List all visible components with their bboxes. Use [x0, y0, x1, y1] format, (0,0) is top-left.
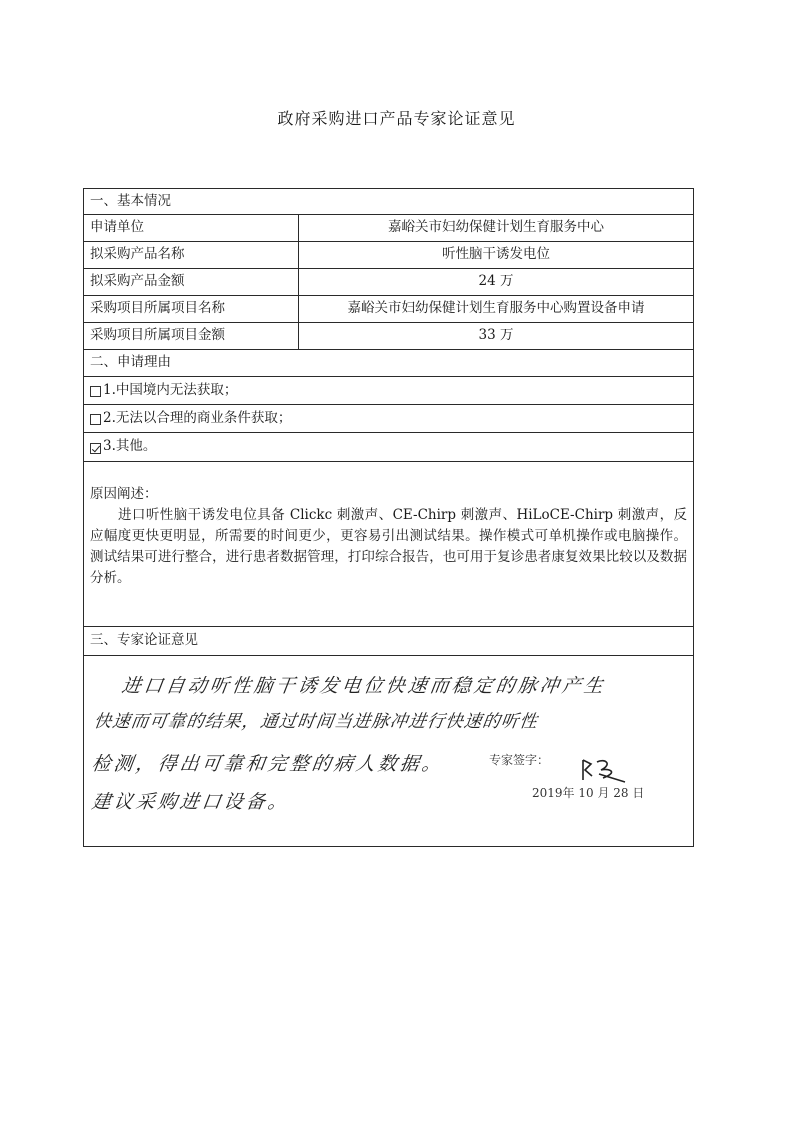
signature-label: 专家签字：	[489, 753, 550, 767]
info-row-product-name	[84, 242, 693, 269]
info-value: 嘉峪关市妇幼保健计划生育服务中心购置设备申请	[347, 300, 645, 317]
option-label: 3.其他。	[103, 438, 157, 455]
handwritten-line-4: 建议采购进口设备。	[90, 791, 292, 813]
reason-text: 进口听性脑干诱发电位具备 Clickc 刺激声、CE-Chirp 刺激声、HiLoCE-Chirp 刺激声，反应幅度更快更明显，所需要的时间更少，更容易引出测试结果。操作模式可单机操作或电脑操作。 测试结果可进行整合，进行患者数据管理，打印综合报告，也可用于复诊患者康复效果比较以及数据分析。	[90, 507, 687, 586]
info-label: 采购项目所属项目金额	[84, 323, 299, 349]
section-reason-heading-row	[84, 350, 693, 377]
signature-mark	[579, 754, 639, 786]
info-row-applicant	[84, 215, 693, 242]
option-row-2	[84, 405, 693, 433]
option-row-3	[84, 433, 693, 462]
info-row-product-amount	[84, 269, 693, 296]
option-label: 2.无法以合理的商业条件获取；	[103, 409, 292, 426]
checkbox-unchecked[interactable]	[90, 414, 101, 425]
reason-title: 原因阐述：	[90, 486, 158, 502]
handwritten-line-2: 快速而可靠的结果，通过时间当进脉冲进行快速的听性	[92, 712, 540, 732]
info-value: 听性脑干诱发电位	[442, 246, 550, 263]
checkbox-checked[interactable]	[90, 443, 101, 454]
expert-opinion-area	[84, 656, 693, 846]
handwritten-line-3: 检测，得出可靠和完整的病人数据。	[90, 753, 446, 775]
section-expert-heading: 三、专家论证意见	[90, 632, 198, 649]
info-value: 24 万	[478, 273, 514, 290]
info-label: 申请单位	[84, 215, 299, 241]
info-label: 采购项目所属项目名称	[84, 296, 299, 322]
document-title: 政府采购进口产品专家论证意见	[277, 109, 516, 128]
checkbox-unchecked[interactable]	[90, 386, 101, 397]
section-basic-heading: 一、基本情况	[90, 192, 171, 209]
info-row-project-amount	[84, 323, 693, 350]
section-expert-heading-row	[84, 627, 693, 656]
section-reason-heading: 二、申请理由	[90, 354, 171, 371]
option-label: 1.中国境内无法获取；	[103, 381, 238, 398]
section-basic-heading-row	[84, 189, 693, 215]
reason-block	[84, 462, 693, 627]
signature-date: 2019年 10 月 28 日	[532, 786, 645, 800]
info-value: 33 万	[478, 327, 514, 344]
info-value: 嘉峪关市妇幼保健计划生育服务中心	[388, 219, 604, 236]
info-row-project-name	[84, 296, 693, 323]
info-label: 拟采购产品名称	[84, 242, 299, 268]
opinion-form	[83, 188, 694, 847]
info-label: 拟采购产品金额	[84, 269, 299, 295]
option-row-1	[84, 377, 693, 405]
handwritten-line-1: 进口自动听性脑干诱发电位快速而稳定的脉冲产生	[120, 675, 608, 697]
